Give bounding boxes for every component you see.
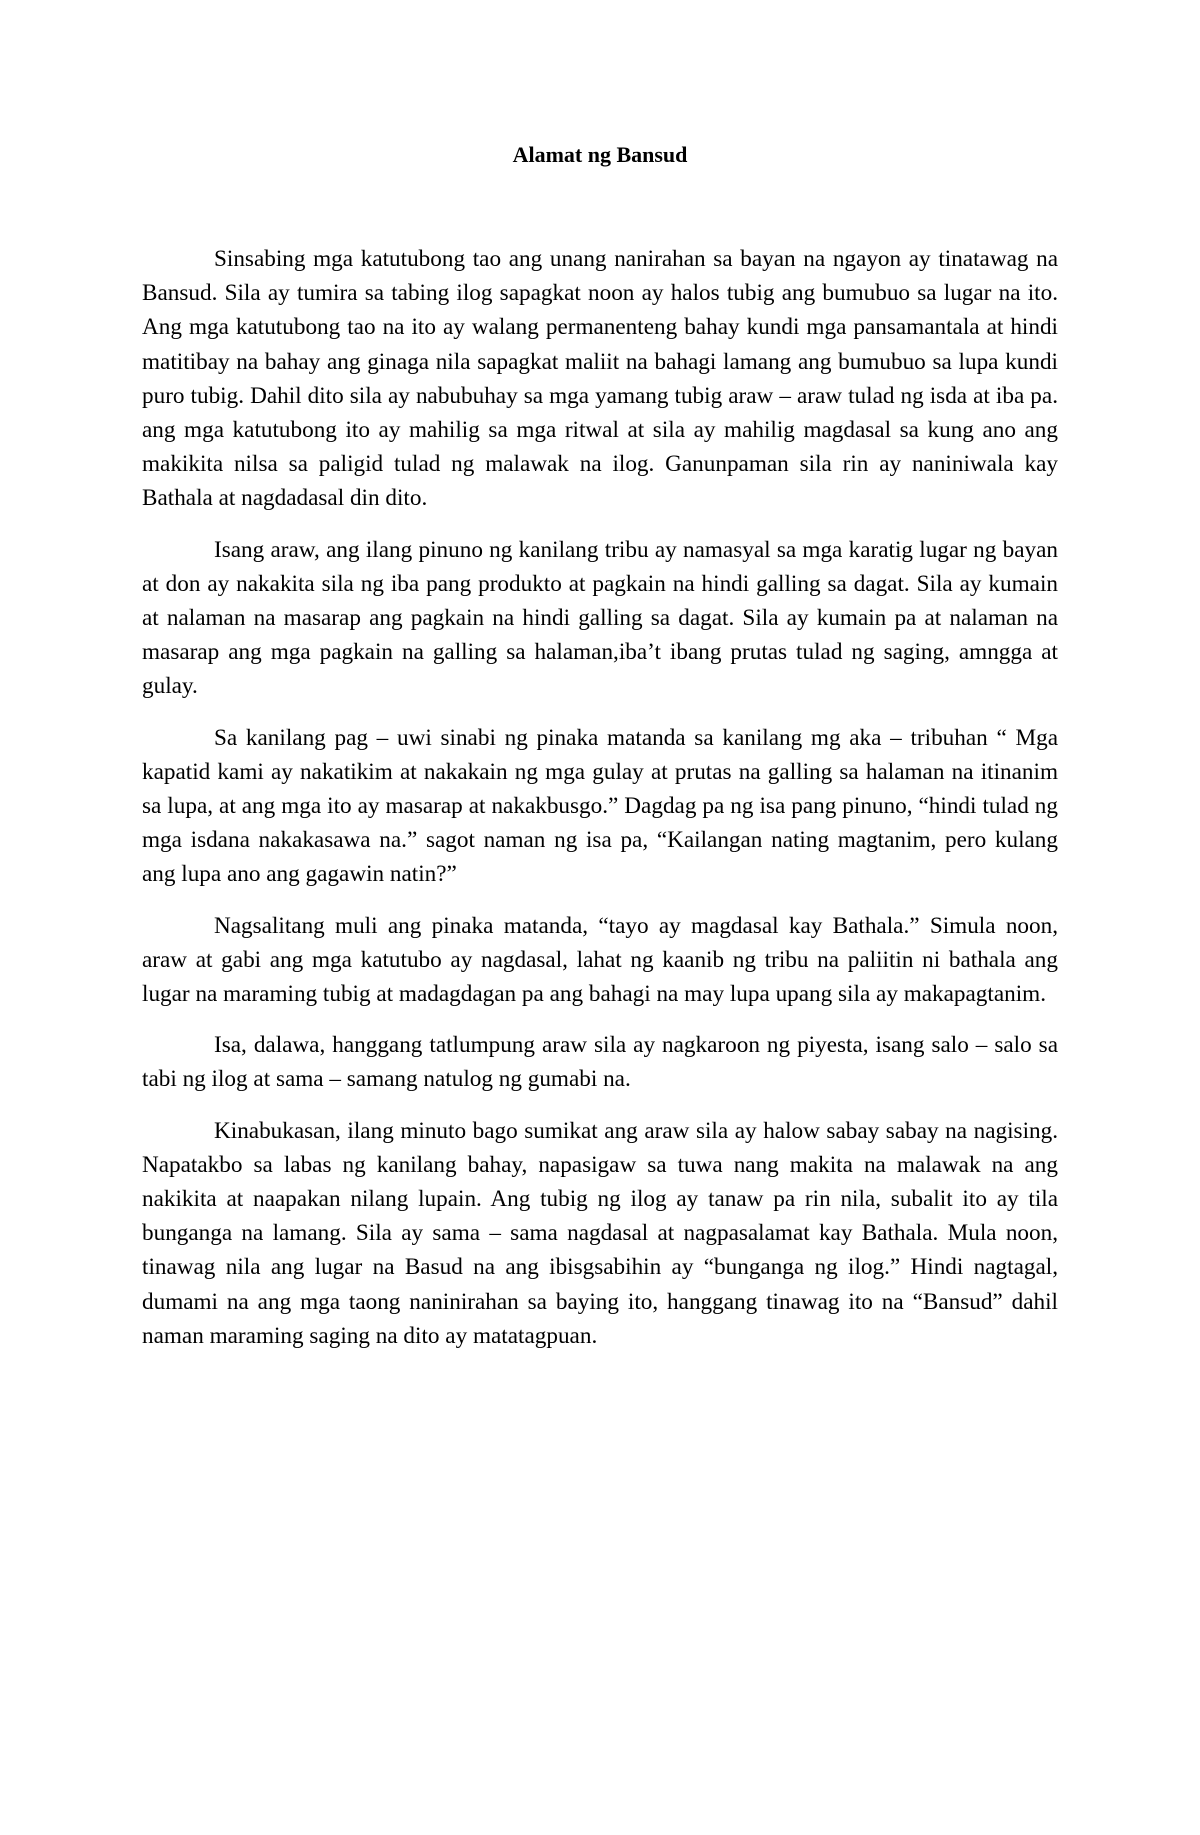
document-title: Alamat ng Bansud (512, 142, 688, 167)
paragraph-2: Isang araw, ang ilang pinuno ng kanilang tribu ay namasyal sa mga karatig lugar ng bayan at don ay nakakita sila ng iba pang produkto at pagkain na hindi galling sa dagat. Sila ay kumain at nalaman na masarap ang pagkain na hindi galling sa dagat. Sila ay kumain pa at nalaman na masarap ang mga pagkain na galling sa halaman,iba’t ibang prutas tulad ng saging, amngga at gulay. (142, 536, 1058, 700)
paragraph-1: Sinsabing mga katutubong tao ang unang nanirahan sa bayan na ngayon ay tinatawag na Bansud. Sila ay tumira sa tabing ilog sapagkat noon ay halos tubig ang bumubuo sa lugar na ito. Ang mga katutubong tao na ito ay walang permanenteng bahay kundi mga pansamantala at hindi matitibay na bahay ang ginaga nila sapagkat maliit na bahagi lamang ang bumubuo sa lupa kundi puro tubig. Dahil dito sila ay nabubuhay sa mga yamang tubig araw – araw tulad ng isda at iba pa. ang mga katutubong ito ay mahilig sa mga ritwal at sila ay mahilig magdasal sa kung ano ang makikita nilsa sa paligid tulad ng malawak na ilog. Ganunpaman sila rin ay naniniwala kay Bathala at nagdadasal din dito. (142, 246, 1058, 512)
document-body (142, 242, 1058, 1370)
paragraph-3: Sa kanilang pag – uwi sinabi ng pinaka matanda sa kanilang mg aka – tribuhan “ Mga kapatid kami ay nakatikim at nakakain ng mga gulay at prutas na galling sa halaman na itinanim sa lupa, at ang mga ito ay masarap at nakakbusgo.” Dagdag pa ng isa pang pinuno, “hindi tulad ng mga isdana nakakasawa na.” sagot naman ng isa pa, “Kailangan nating magtanim, pero kulang ang lupa ano ang gagawin natin?” (142, 724, 1058, 888)
paragraph-5: Isa, dalawa, hanggang tatlumpung araw sila ay nagkaroon ng piyesta, isang salo – salo sa tabi ng ilog at sama – samang natulog ng gumabi na. (142, 1032, 1058, 1093)
paragraph-6: Kinabukasan, ilang minuto bago sumikat ang araw sila ay halow sabay sabay na nagising. Napatakbo sa labas ng kanilang bahay, napasigaw sa tuwa nang makita na malawak na ang nakikita at naapakan nilang lupain. Ang tubig ng ilog ay tanaw pa rin nila, subalit ito ay tila bunganga na lamang. Sila ay sama – sama nagdasal at nagpasalamat kay Bathala. Mula noon, tinawag nila ang lugar na Basud na ang ibisgsabihin ay “bunganga ng ilog.” Hindi nagtagal, dumami na ang mga taong naninirahan sa baying ito, hanggang tinawag ito na “Bansud” dahil naman maraming saging na dito ay matatagpuan. (142, 1117, 1058, 1349)
paragraph-4: Nagsalitang muli ang pinaka matanda, “tayo ay magdasal kay Bathala.” Simula noon, araw at gabi ang mga katutubo ay nagdasal, lahat ng kaanib ng tribu na paliitin ni bathala ang lugar na maraming tubig at madagdagan pa ang bahagi na may lupa upang sila ay makapagtanim. (142, 912, 1058, 1008)
